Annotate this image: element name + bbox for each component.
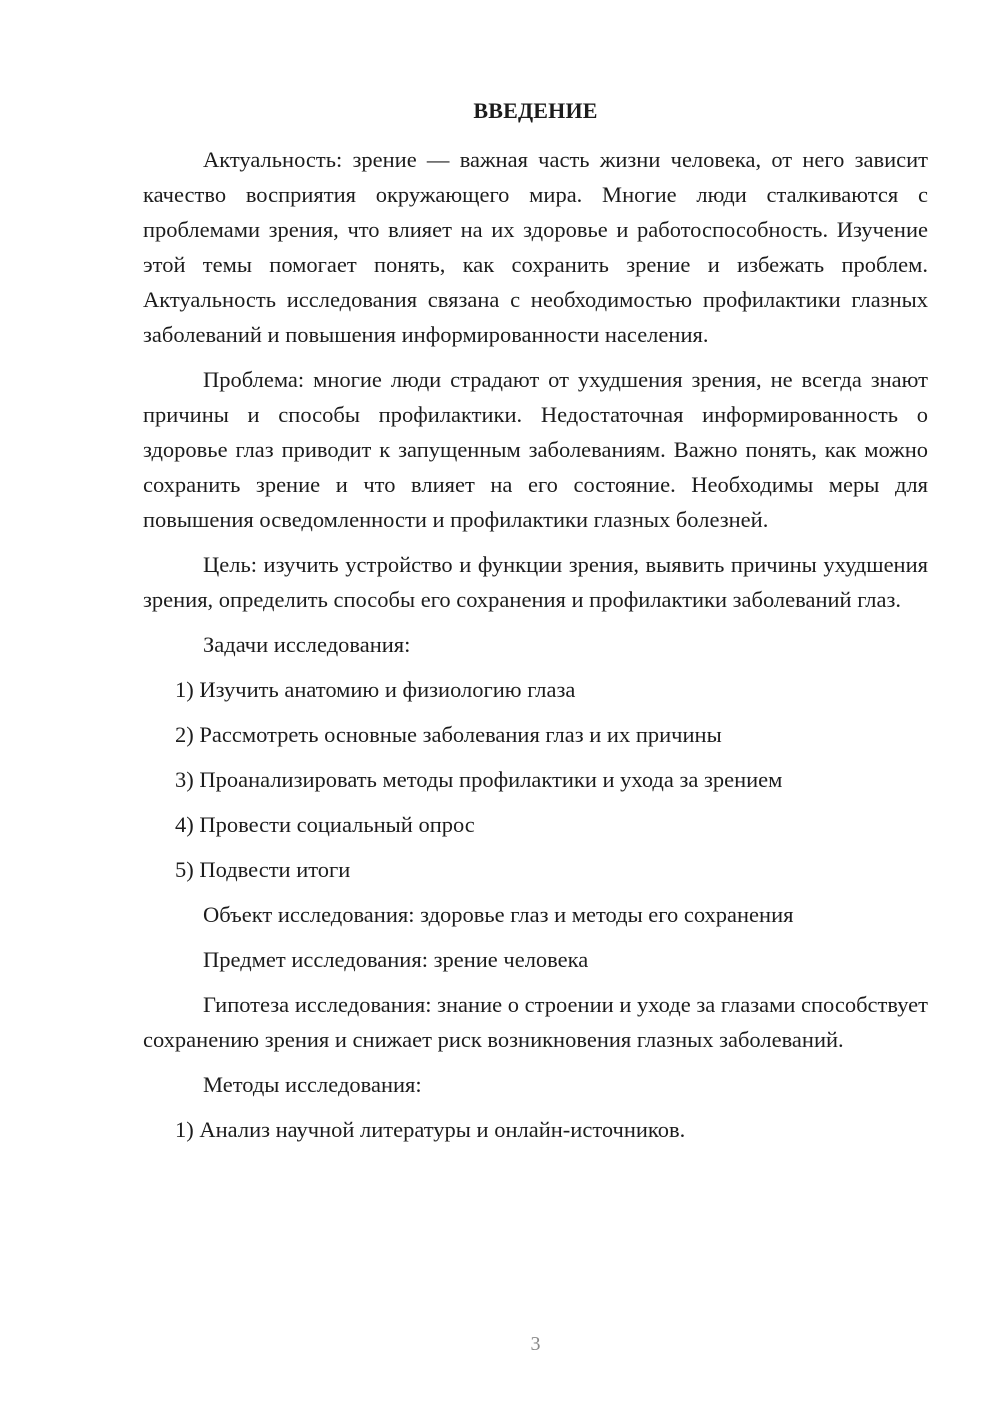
methods-heading: Методы исследования: bbox=[203, 1072, 422, 1097]
task-item: 1) Изучить анатомию и физиологию глаза bbox=[175, 677, 576, 702]
page-number: 3 bbox=[530, 1333, 541, 1355]
problem-paragraph: Проблема: многие люди страдают от ухудшения зрения, не всегда знают причины и способы профилактики. Недостаточная информированность о здоровье глаз приводит к запущенным заболеваниям. Важно понять, как можно сохранить зрение и что влияет на его состояние. Необходимы меры для повышения осведомленности и профилактики глазных болезней. bbox=[143, 367, 928, 532]
subject-paragraph: Предмет исследования: зрение человека bbox=[203, 947, 589, 972]
goal-paragraph: Цель: изучить устройство и функции зрения, выявить причины ухудшения зрения, определить способы его сохранения и профилактики заболеваний глаз. bbox=[143, 552, 928, 612]
task-item: 5) Подвести итоги bbox=[175, 857, 351, 882]
task-item: 2) Рассмотреть основные заболевания глаз и их причины bbox=[175, 722, 722, 747]
hypothesis-paragraph: Гипотеза исследования: знание о строении и уходе за глазами способствует сохранению зрения и снижает риск возникновения глазных заболеваний. bbox=[143, 992, 928, 1052]
task-item: 4) Провести социальный опрос bbox=[175, 812, 475, 837]
document-body bbox=[143, 142, 928, 1147]
task-item: 3) Проанализировать методы профилактики и ухода за зрением bbox=[175, 767, 783, 792]
object-paragraph: Объект исследования: здоровье глаз и методы его сохранения bbox=[203, 902, 794, 927]
relevance-paragraph: Актуальность: зрение — важная часть жизни человека, от него зависит качество восприятия окружающего мира. Многие люди сталкиваются с проблемами зрения, что влияет на их здоровье и работоспособность. Изучение этой темы помогает понять, как сохранить зрение и избежать проблем. Актуальность исследования связана с необходимостью профилактики глазных заболеваний и повышения информированности населения. bbox=[143, 147, 928, 347]
method-item: 1) Анализ научной литературы и онлайн-источников. bbox=[175, 1117, 686, 1142]
tasks-heading: Задачи исследования: bbox=[203, 632, 411, 657]
section-heading: ВВЕДЕНИЕ bbox=[473, 98, 598, 123]
